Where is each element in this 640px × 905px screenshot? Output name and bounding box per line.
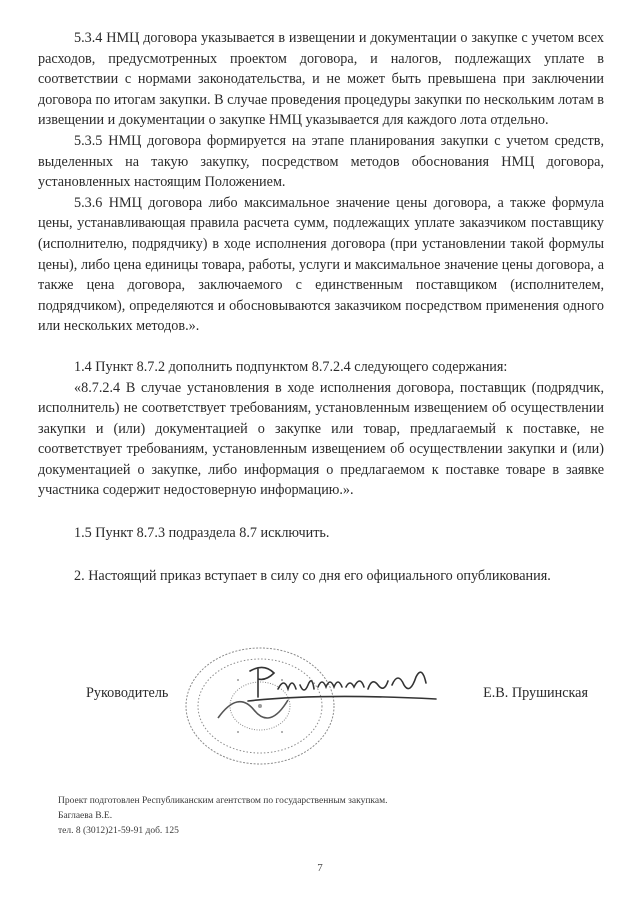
signatory-role: Руководитель	[86, 685, 169, 701]
signature-block	[86, 685, 606, 709]
paragraph-5-3-4: 5.3.4 НМЦ договора указывается в извещении и документации о закупке с учетом всех расходов, предусмотренных проектом договора, и налогов, подлежащих уплате в соответствии с нормами законодательства, и не может быть превышена при заключении договора по итогам закупки. В случае проведения процедуры закупки по нескольким лотам в извещении и документации о закупке НМЦ указывается для каждого лота отдельно.	[38, 30, 604, 129]
footer-agency: Проект подготовлен Республиканским агентством по государственным закупкам.	[58, 796, 388, 806]
signatory-name: Е.В. Прушинская	[483, 685, 588, 701]
prepared-by-footer	[58, 794, 388, 839]
paragraph-5-3-6: 5.3.6 НМЦ договора либо максимальное значение цены договора, а также формула цены, устанавливающая правила расчета сумм, подлежащих уплате заказчиком поставщику (исполнителю, подрядчику) в ходе исполнения договора (при установлении такой формулы цены), либо цена единицы товара, работы, услуги и максимальное значение цены договора, а также цена договора, заключаемого с единственным поставщиком (исполнителем, подрядчиком), определяются и обосновываются заказчиком посредством применения одного или нескольких методов.».	[38, 194, 604, 335]
paragraph-8-7-2-4: «8.7.2.4 В случае установления в ходе исполнения договора, поставщик (подрядчик, исполнитель) не соответствует требованиям, установленным извещением об осуществлении закупки и (или) документацией о закупке или товар, предлагаемый к поставке, не соответствует требованиям, установленным извещением об осуществлении закупки и (или) документацией о закупке, либо информация о предлагаемом к поставке товаре в заявке участника содержит недостоверную информацию.».	[38, 379, 604, 499]
paragraph-1-5: 1.5 Пункт 8.7.3 подраздела 8.7 исключить.	[74, 525, 330, 542]
document-body	[38, 28, 604, 586]
paragraph-2: 2. Настоящий приказ вступает в силу со дня его официального опубликования.	[74, 567, 551, 584]
footer-author: Баглаева В.Е.	[58, 811, 113, 821]
paragraph-1-4: 1.4 Пункт 8.7.2 дополнить подпунктом 8.7.2.4 следующего содержания:	[74, 358, 508, 375]
footer-phone: тел. 8 (3012)21-59-91 доб. 125	[58, 826, 179, 836]
paragraph-5-3-5: 5.3.5 НМЦ договора формируется на этапе планирования закупки с учетом средств, выделенных на такую закупку, посредством методов обоснования НМЦ договора, установленных настоящим Положением.	[38, 132, 604, 191]
page-number: 7	[317, 862, 323, 874]
